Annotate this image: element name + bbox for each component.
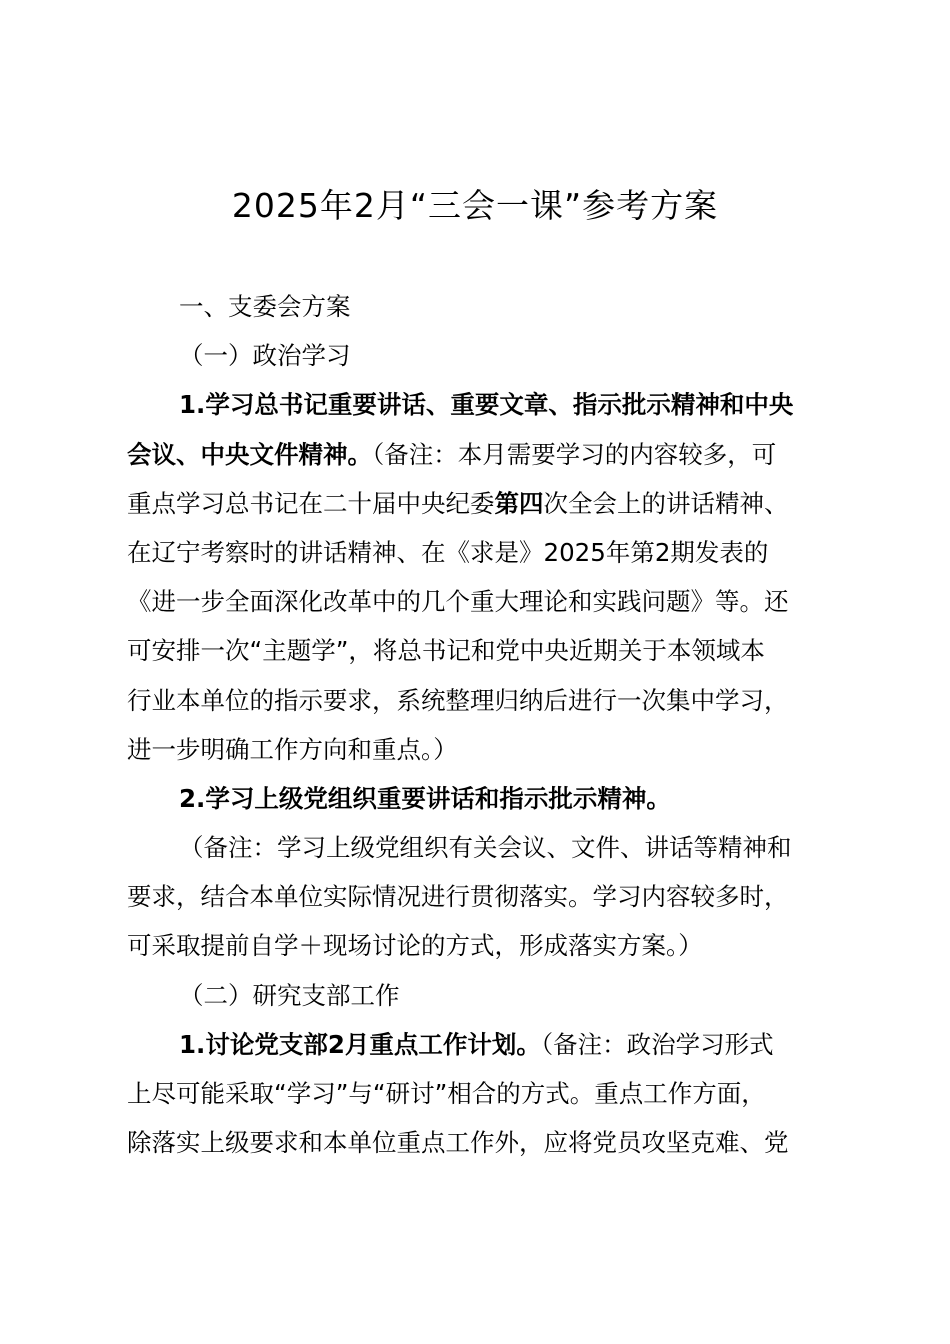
text: （备注：本月需要学习的内容较多，可 [372,439,777,469]
paragraph-line [127,479,843,528]
text: 行业本单位的指示要求，系统整理归纳后进行一次集中学习， [127,685,789,715]
text: 可采取提前自学＋现场讨论的方式，形成落实方案。） [127,931,703,961]
document-body [127,282,843,1167]
text: 在辽宁考察时的讲话精神、在《求是》2025年第2期发表的 [127,537,769,567]
text: 上尽可能采取“学习”与“研讨”相合的方式。重点工作方面， [127,1079,766,1108]
text: 进一步明确工作方向和重点。） [127,734,458,764]
paragraph-line [127,872,843,921]
text: 除落实上级要求和本单位重点工作外，应将党员攻坚克难、党 [127,1128,789,1158]
text-bold: 会议、中央文件精神。 [127,439,372,469]
text: 次全会上的讲话精神、 [543,488,789,518]
text-bold: 1.讨论党支部2月重点工作计划。 [179,1029,541,1059]
paragraph-line [127,725,843,774]
paragraph-line [127,921,843,970]
text: 可安排一次“主题学”，将总书记和党中央近期关于本领域本 [127,636,765,666]
paragraph-line [127,380,843,429]
text: 《进一步全面深化改革中的几个重大理论和实践问题》等。还 [127,587,789,617]
paragraph-line [127,577,843,626]
paragraph-line [127,1069,843,1118]
text: （备注：政治学习形式 [540,1029,774,1059]
paragraph-line [127,823,843,872]
paragraph-line [127,1118,843,1167]
text-bold: 1.学习总书记重要讲话、重要文章、指示批示精神和中央 [179,390,794,420]
text: 一、支委会方案 [179,292,351,321]
document-title: 2025年2月“三会一课”参考方案 [231,186,719,225]
paragraph-line [127,626,843,675]
subsection-heading [127,331,843,380]
text-bold: 2.学习上级党组织重要讲话和指示批示精神。 [179,783,671,813]
text: 重点学习总书记在二十届中央纪委 [127,488,495,518]
paragraph-line [127,528,843,577]
text: （二）研究支部工作 [179,980,400,1010]
section-heading [127,282,843,331]
paragraph-line [127,774,843,823]
paragraph-line [127,430,843,479]
subsection-heading [127,971,843,1020]
paragraph-line [127,1020,843,1069]
text: 要求，结合本单位实际情况进行贯彻落实。学习内容较多时， [127,882,789,912]
paragraph-line [127,676,843,725]
text: （备注：学习上级党组织有关会议、文件、讲话等精神和 [179,833,792,863]
text-bold: 第四 [494,488,544,518]
text: （一）政治学习 [179,341,351,371]
